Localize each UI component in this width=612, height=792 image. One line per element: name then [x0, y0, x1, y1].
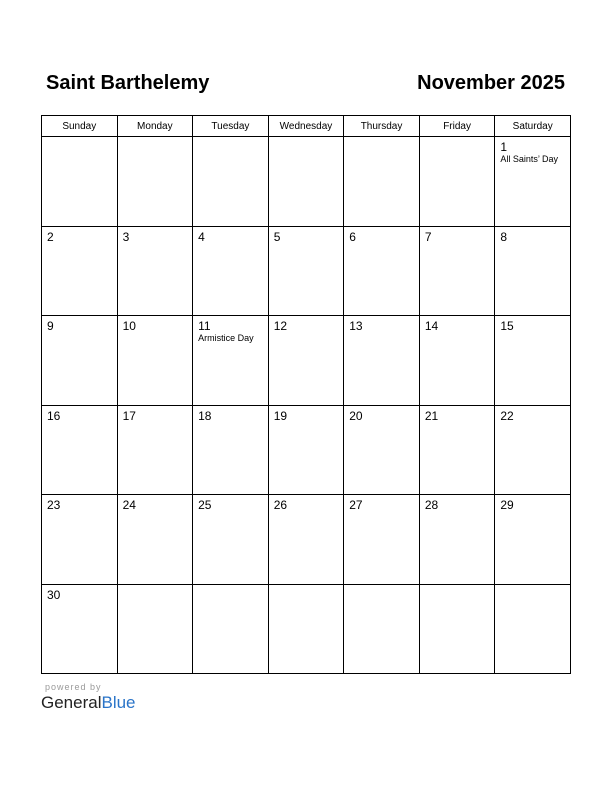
day-cell — [193, 584, 269, 674]
day-cell — [193, 316, 269, 406]
day-number: 27 — [349, 498, 363, 512]
week-row — [42, 584, 571, 674]
day-number: 20 — [349, 408, 363, 423]
day-cell — [344, 316, 420, 406]
day-number: 3 — [122, 229, 130, 244]
day-cell — [42, 495, 118, 585]
day-number: 14 — [424, 319, 439, 333]
day-cell — [42, 226, 118, 316]
day-cell — [495, 584, 571, 674]
day-number: 1 — [500, 140, 508, 154]
day-number: 6 — [349, 229, 356, 244]
day-number: 29 — [500, 498, 514, 512]
day-cell — [42, 405, 118, 495]
day-cell — [117, 137, 193, 227]
weekday-header-saturday: Saturday — [495, 116, 571, 137]
day-cell — [117, 584, 193, 674]
day-number: 25 — [198, 498, 212, 512]
day-cell — [193, 495, 269, 585]
day-number: 19 — [273, 408, 288, 423]
country-title: Saint Barthelemy — [46, 72, 210, 94]
day-cell — [193, 405, 269, 495]
day-cell — [344, 137, 420, 227]
day-number — [118, 137, 193, 140]
day-cell — [268, 316, 344, 406]
weekday-header-wednesday: Wednesday — [268, 116, 344, 137]
day-number — [420, 585, 495, 588]
day-cell — [268, 495, 344, 585]
day-number: 22 — [500, 408, 514, 423]
day-number — [193, 585, 268, 588]
day-cell — [117, 495, 193, 585]
day-cell — [117, 316, 193, 406]
day-number: 21 — [424, 408, 439, 423]
day-cell — [268, 137, 344, 227]
weekday-header-friday: Friday — [419, 116, 495, 137]
weekday-header-sunday: Sunday — [42, 116, 118, 137]
day-number: 11 — [198, 319, 211, 333]
day-cell — [268, 584, 344, 674]
day-number — [269, 137, 344, 140]
day-cell — [193, 137, 269, 227]
day-cell — [42, 316, 118, 406]
day-number: 24 — [122, 498, 136, 512]
month-year-title: November 2025 — [417, 72, 565, 94]
holiday-label: Armistice Day — [198, 333, 254, 343]
day-number: 4 — [198, 229, 205, 244]
day-cell — [419, 495, 495, 585]
week-row — [42, 137, 571, 227]
day-number — [420, 137, 495, 140]
day-cell — [495, 495, 571, 585]
day-cell — [419, 226, 495, 316]
generalblue-logo-link[interactable] — [41, 693, 136, 713]
day-number: 2 — [47, 229, 54, 244]
powered-by-text: powered by — [45, 682, 102, 692]
calendar-grid — [41, 115, 571, 674]
day-cell — [344, 405, 420, 495]
day-number: 18 — [198, 408, 212, 423]
day-cell — [419, 137, 495, 227]
day-cell — [268, 405, 344, 495]
day-cell — [117, 226, 193, 316]
day-number: 13 — [349, 319, 363, 333]
day-cell — [344, 584, 420, 674]
day-cell — [419, 405, 495, 495]
day-cell — [495, 137, 571, 227]
day-number: 7 — [424, 229, 432, 244]
week-row — [42, 405, 571, 495]
day-number: 28 — [424, 498, 439, 512]
day-number — [193, 137, 268, 140]
weekday-header-row — [42, 116, 571, 137]
day-cell — [42, 137, 118, 227]
holiday-label: All Saints’ Day — [500, 154, 559, 164]
weekday-header-thursday: Thursday — [344, 116, 420, 137]
day-number: 8 — [500, 229, 508, 244]
day-cell — [495, 226, 571, 316]
day-number: 12 — [273, 319, 288, 333]
day-cell — [117, 405, 193, 495]
day-number: 10 — [122, 319, 136, 333]
day-cell — [193, 226, 269, 316]
day-cell — [344, 226, 420, 316]
day-number: 15 — [500, 319, 514, 333]
day-cell — [268, 226, 344, 316]
day-number: 5 — [273, 229, 281, 244]
week-row — [42, 316, 571, 406]
day-cell — [419, 584, 495, 674]
day-number: 30 — [47, 587, 61, 602]
day-number: 26 — [273, 498, 288, 512]
day-number — [344, 585, 419, 588]
day-number — [495, 585, 570, 588]
week-row — [42, 226, 571, 316]
day-number: 17 — [122, 408, 136, 423]
weekday-header-tuesday: Tuesday — [193, 116, 269, 137]
day-cell — [344, 495, 420, 585]
day-cell — [42, 584, 118, 674]
day-number: 9 — [47, 319, 54, 333]
weekday-header-monday: Monday — [117, 116, 193, 137]
day-number — [42, 137, 117, 140]
day-number — [269, 585, 344, 588]
day-cell — [419, 316, 495, 406]
day-number: 23 — [47, 498, 61, 512]
day-cell — [495, 316, 571, 406]
day-number — [118, 585, 193, 588]
brand-general-text: General — [41, 693, 102, 712]
day-cell — [495, 405, 571, 495]
day-number — [344, 137, 419, 140]
week-row — [42, 495, 571, 585]
day-number: 16 — [47, 408, 61, 423]
brand-blue-text: Blue — [101, 693, 136, 712]
